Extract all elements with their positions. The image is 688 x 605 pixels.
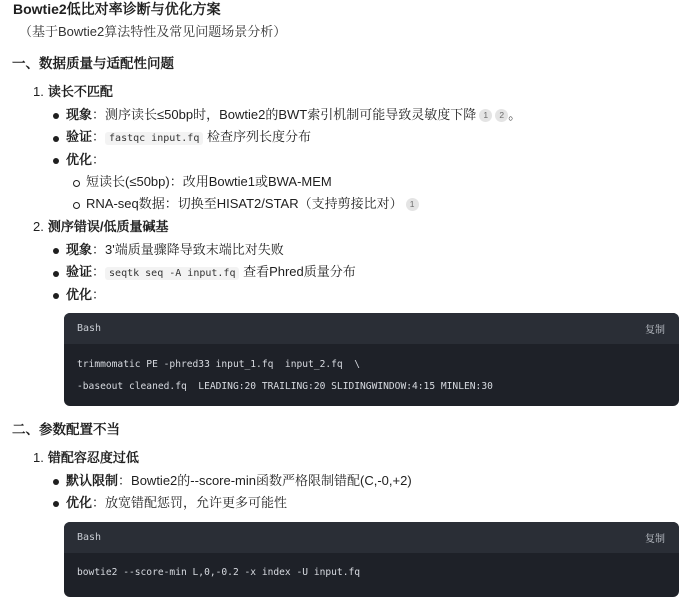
section-heading-2: 二、参数配置不当: [12, 422, 120, 437]
phenomenon-line-2: [66, 241, 284, 259]
label-verify: 验证: [66, 129, 93, 144]
item-heading-read-length: [33, 83, 113, 101]
label-phenomenon: 现象: [66, 107, 93, 122]
phenomenon-text: 3'端质量骤降导致末端比对失败: [105, 242, 284, 257]
label-sep: ：: [92, 107, 106, 122]
optimize-line-3: [66, 494, 287, 512]
default-limit-text: Bowtie2的--score-min函数严格限制错配(C,-0,+2): [131, 473, 412, 488]
label-optimize: 优化: [66, 287, 93, 302]
label-sep: ：: [92, 152, 106, 167]
phenomenon-tail: 。: [508, 107, 522, 122]
citation-badge[interactable]: 1: [406, 198, 419, 211]
phenomenon-text: 测序读长≤50bp时，Bowtie2的BWT索引机制可能导致灵敏度下降: [105, 107, 477, 122]
bullet-dot: [53, 271, 59, 277]
phenomenon-line-1: [66, 106, 521, 124]
copy-button[interactable]: 复制: [645, 325, 665, 336]
label-sep: ：: [92, 242, 106, 257]
code-block-trimmomatic: [64, 313, 679, 406]
bullet-dot: [53, 293, 59, 299]
bullet-dot: [53, 113, 59, 119]
label-sep: ：: [92, 264, 106, 279]
bullet-circle: [73, 180, 80, 187]
label-sep: ：: [92, 287, 106, 302]
copy-button[interactable]: 复制: [645, 534, 665, 545]
item-heading-seq-error: [33, 218, 168, 236]
code-block-header: [64, 313, 679, 344]
label-sep: ：: [118, 473, 132, 488]
page-title: Bowtie2低比对率诊断与优化方案: [13, 1, 221, 17]
code-language-label: Bash: [77, 532, 102, 543]
section-heading-1: 一、数据质量与适配性问题: [12, 56, 174, 71]
item-number: 1.: [33, 450, 44, 465]
verify-text: 查看Phred质量分布: [239, 264, 356, 279]
inline-code: seqtk seq -A input.fq: [105, 267, 239, 280]
label-optimize: 优化: [66, 495, 93, 510]
verify-line-1: [66, 128, 311, 148]
item-heading-label: 读长不匹配: [47, 84, 113, 99]
default-limit-line: [66, 472, 412, 490]
citation-badge[interactable]: 1: [479, 109, 492, 122]
bullet-dot: [53, 479, 59, 485]
label-sep: ：: [92, 495, 106, 510]
code-line: trimmomatic PE -phred33 input_1.fq input_2.fq \: [77, 359, 361, 370]
item-number: 2.: [33, 219, 44, 234]
inline-code: fastqc input.fq: [105, 132, 203, 145]
code-block-header: [64, 522, 679, 553]
verify-text: 检查序列长度分布: [203, 129, 311, 144]
optimize-text: 放宽错配惩罚，允许更多可能性: [105, 495, 288, 510]
code-content: [64, 344, 679, 406]
optimize-line-1: [66, 151, 105, 169]
bullet-circle: [73, 202, 80, 209]
bullet-dot: [53, 158, 59, 164]
label-verify: 验证: [66, 264, 93, 279]
label-phenomenon: 现象: [66, 242, 93, 257]
code-block-bowtie2: [64, 522, 679, 597]
optimize-line-2: [66, 286, 105, 304]
item-heading-label: 错配容忍度过低: [47, 450, 139, 465]
verify-line-2: [66, 263, 356, 283]
bullet-dot: [53, 136, 59, 142]
bullet-dot: [53, 248, 59, 254]
citation-badge[interactable]: 2: [495, 109, 508, 122]
sub-item: 短读长(≤50bp)：改用Bowtie1或BWA-MEM: [86, 174, 332, 189]
bullet-dot: [53, 501, 59, 507]
code-line: -baseout cleaned.fq LEADING:20 TRAILING:20 SLIDINGWINDOW:4:15 MINLEN:30: [77, 381, 493, 392]
sub-item-text: RNA-seq数据：切换至HISAT2/STAR（支持剪接比对）: [86, 196, 403, 211]
label-default-limit: 默认限制: [66, 473, 119, 488]
code-language-label: Bash: [77, 323, 102, 334]
item-heading-mismatch: [33, 449, 139, 467]
label-sep: ：: [92, 129, 106, 144]
code-content: [64, 553, 679, 594]
item-number: 1.: [33, 84, 44, 99]
code-line: bowtie2 --score-min L,0,-0.2 -x index -U input.fq: [77, 567, 361, 578]
item-heading-label: 测序错误/低质量碱基: [47, 219, 169, 234]
page-subtitle: （基于Bowtie2算法特性及常见问题场景分析）: [19, 24, 287, 39]
label-optimize: 优化: [66, 152, 93, 167]
sub-item: [86, 195, 419, 213]
